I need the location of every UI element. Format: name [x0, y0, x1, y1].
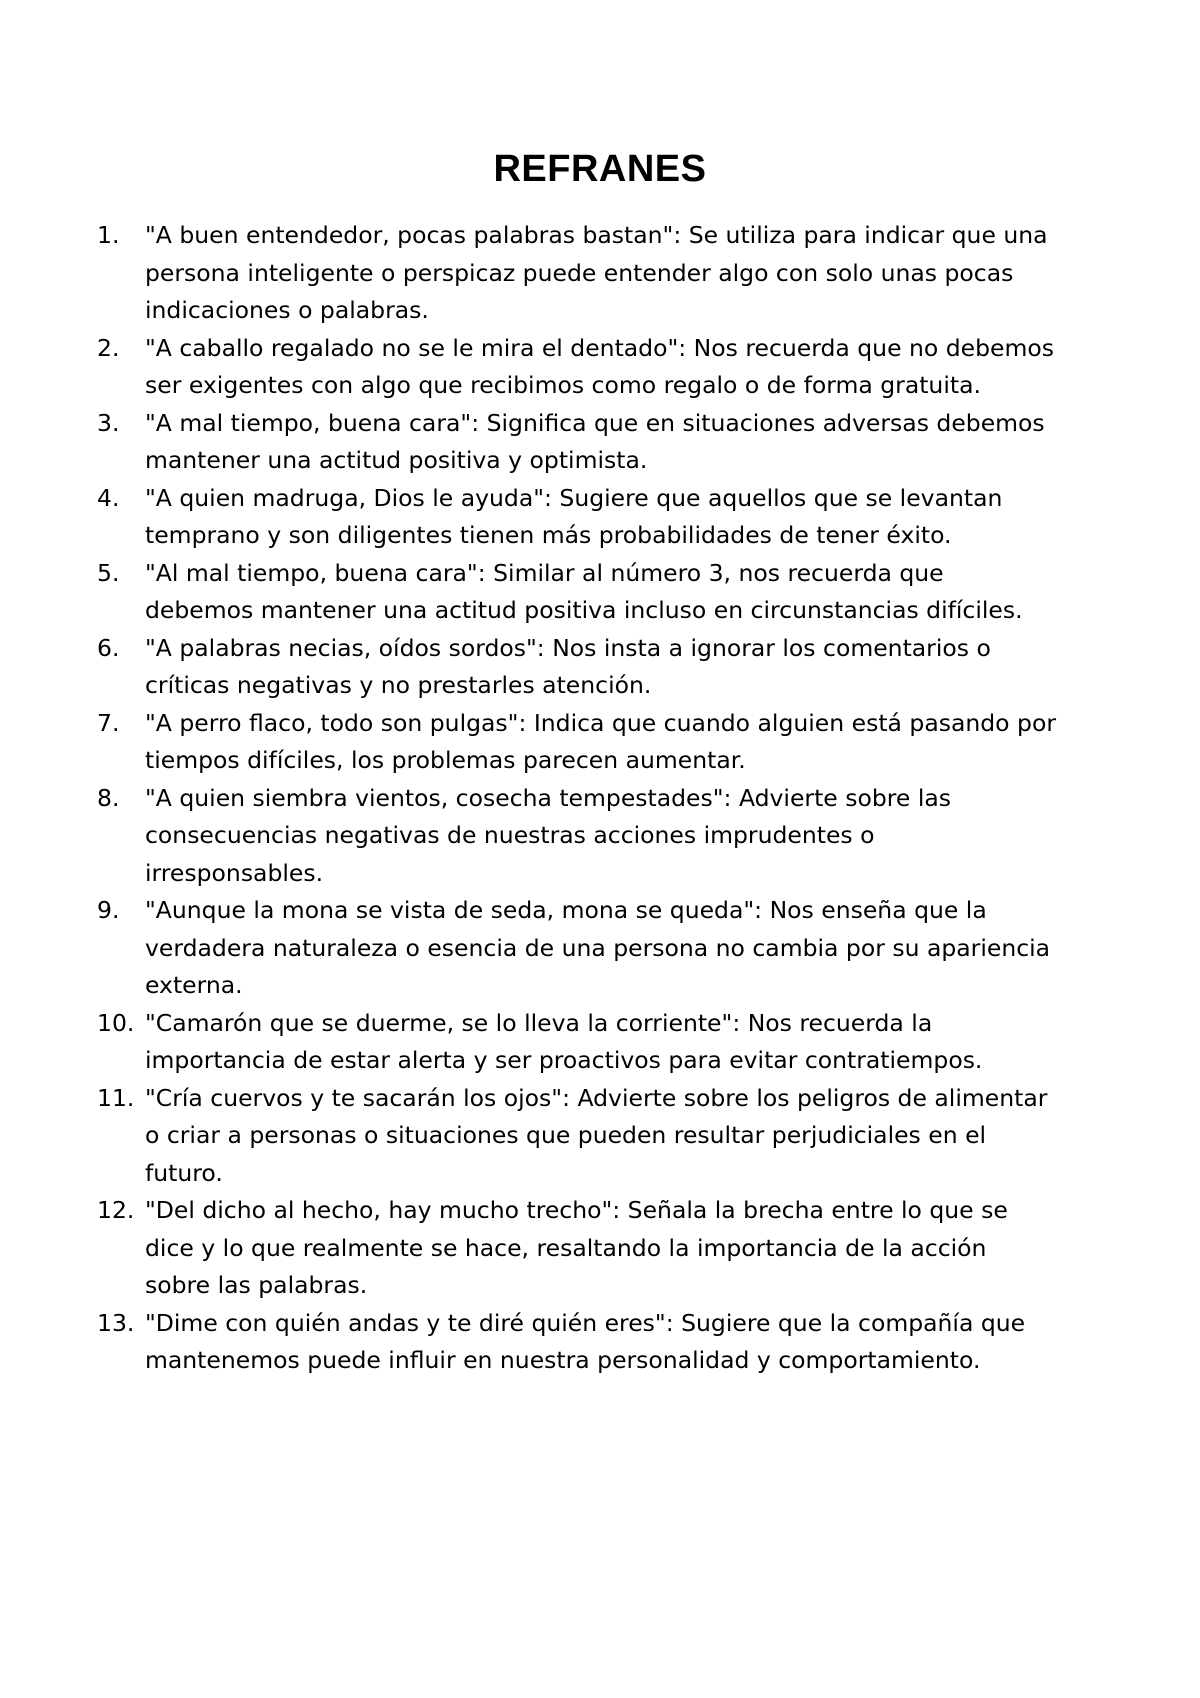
proverb-item-13	[97, 1305, 1057, 1380]
item-number: 8.	[97, 783, 120, 812]
proverb-item-6	[97, 630, 1057, 705]
proverb-item-2	[97, 330, 1057, 405]
proverb-item-5	[97, 555, 1057, 630]
item-number: 12.	[97, 1196, 135, 1224]
proverb-item-7	[97, 705, 1057, 780]
item-text: "A quien madruga, Dios le ayuda": Sugiere que aquellos que se levantan temprano y son diligentes tienen más probabilidades de tener éxito.	[145, 483, 1003, 549]
item-text: "Aunque la mona se vista de seda, mona se queda": Nos enseña que la verdadera naturaleza o esencia de una persona no cambia por su apariencia externa.	[145, 896, 1051, 999]
item-number: 7.	[97, 708, 120, 737]
item-text: "A buen entendedor, pocas palabras bastan": Se utiliza para indicar que una persona inteligente o perspicaz puede entender algo con solo unas pocas indicaciones o palabras.	[145, 221, 1048, 324]
proverb-item-8	[97, 780, 1057, 893]
item-number: 13.	[97, 1308, 135, 1337]
item-number: 5.	[97, 558, 120, 587]
proverb-item-12	[97, 1192, 1057, 1305]
proverb-list	[97, 217, 1057, 1380]
item-text: "A quien siembra vientos, cosecha tempestades": Advierte sobre las consecuencias negativas de nuestras acciones imprudentes o irresponsables.	[145, 783, 952, 887]
item-number: 11.	[97, 1083, 135, 1112]
item-number: 1.	[97, 221, 120, 249]
item-text: "A caballo regalado no se le mira el dentado": Nos recuerda que no debemos ser exigentes con algo que recibimos como regalo o de forma gratuita.	[145, 333, 1054, 399]
proverb-item-4	[97, 480, 1057, 555]
item-number: 9.	[97, 896, 120, 924]
item-number: 6.	[97, 633, 120, 662]
proverb-item-9	[97, 892, 1057, 1005]
item-text: "Del dicho al hecho, hay mucho trecho": Señala la brecha entre lo que se dice y lo que realmente se hace, resaltando la importancia de la acción sobre las palabras.	[145, 1196, 1008, 1299]
item-number: 4.	[97, 483, 120, 512]
proverb-item-10	[97, 1005, 1057, 1080]
item-number: 2.	[97, 333, 120, 362]
item-number: 3.	[97, 408, 120, 437]
item-number: 10.	[97, 1008, 135, 1037]
item-text: "A mal tiempo, buena cara": Significa que en situaciones adversas debemos mantener una actitud positiva y optimista.	[145, 408, 1045, 474]
item-text: "Camarón que se duerme, se lo lleva la corriente": Nos recuerda la importancia de estar alerta y ser proactivos para evitar contratiempos.	[145, 1008, 983, 1074]
item-text: "Cría cuervos y te sacarán los ojos": Advierte sobre los peligros de alimentar o criar a personas o situaciones que pueden resultar perjudiciales en el futuro.	[145, 1083, 1048, 1187]
document-title: REFRANES	[493, 148, 707, 190]
item-text: "A palabras necias, oídos sordos": Nos insta a ignorar los comentarios o críticas negativas y no prestarles atención.	[145, 633, 991, 699]
proverb-item-11	[97, 1080, 1057, 1193]
item-text: "Al mal tiempo, buena cara": Similar al número 3, nos recuerda que debemos mantener una actitud positiva incluso en circunstancias difíciles.	[145, 558, 1023, 624]
proverb-item-3	[97, 405, 1057, 480]
item-text: "Dime con quién andas y te diré quién eres": Sugiere que la compañía que mantenemos puede influir en nuestra personalidad y comportamiento.	[145, 1308, 1026, 1374]
proverb-item-1	[97, 217, 1057, 330]
item-text: "A perro flaco, todo son pulgas": Indica que cuando alguien está pasando por tiempos difíciles, los problemas parecen aumentar.	[145, 708, 1056, 774]
